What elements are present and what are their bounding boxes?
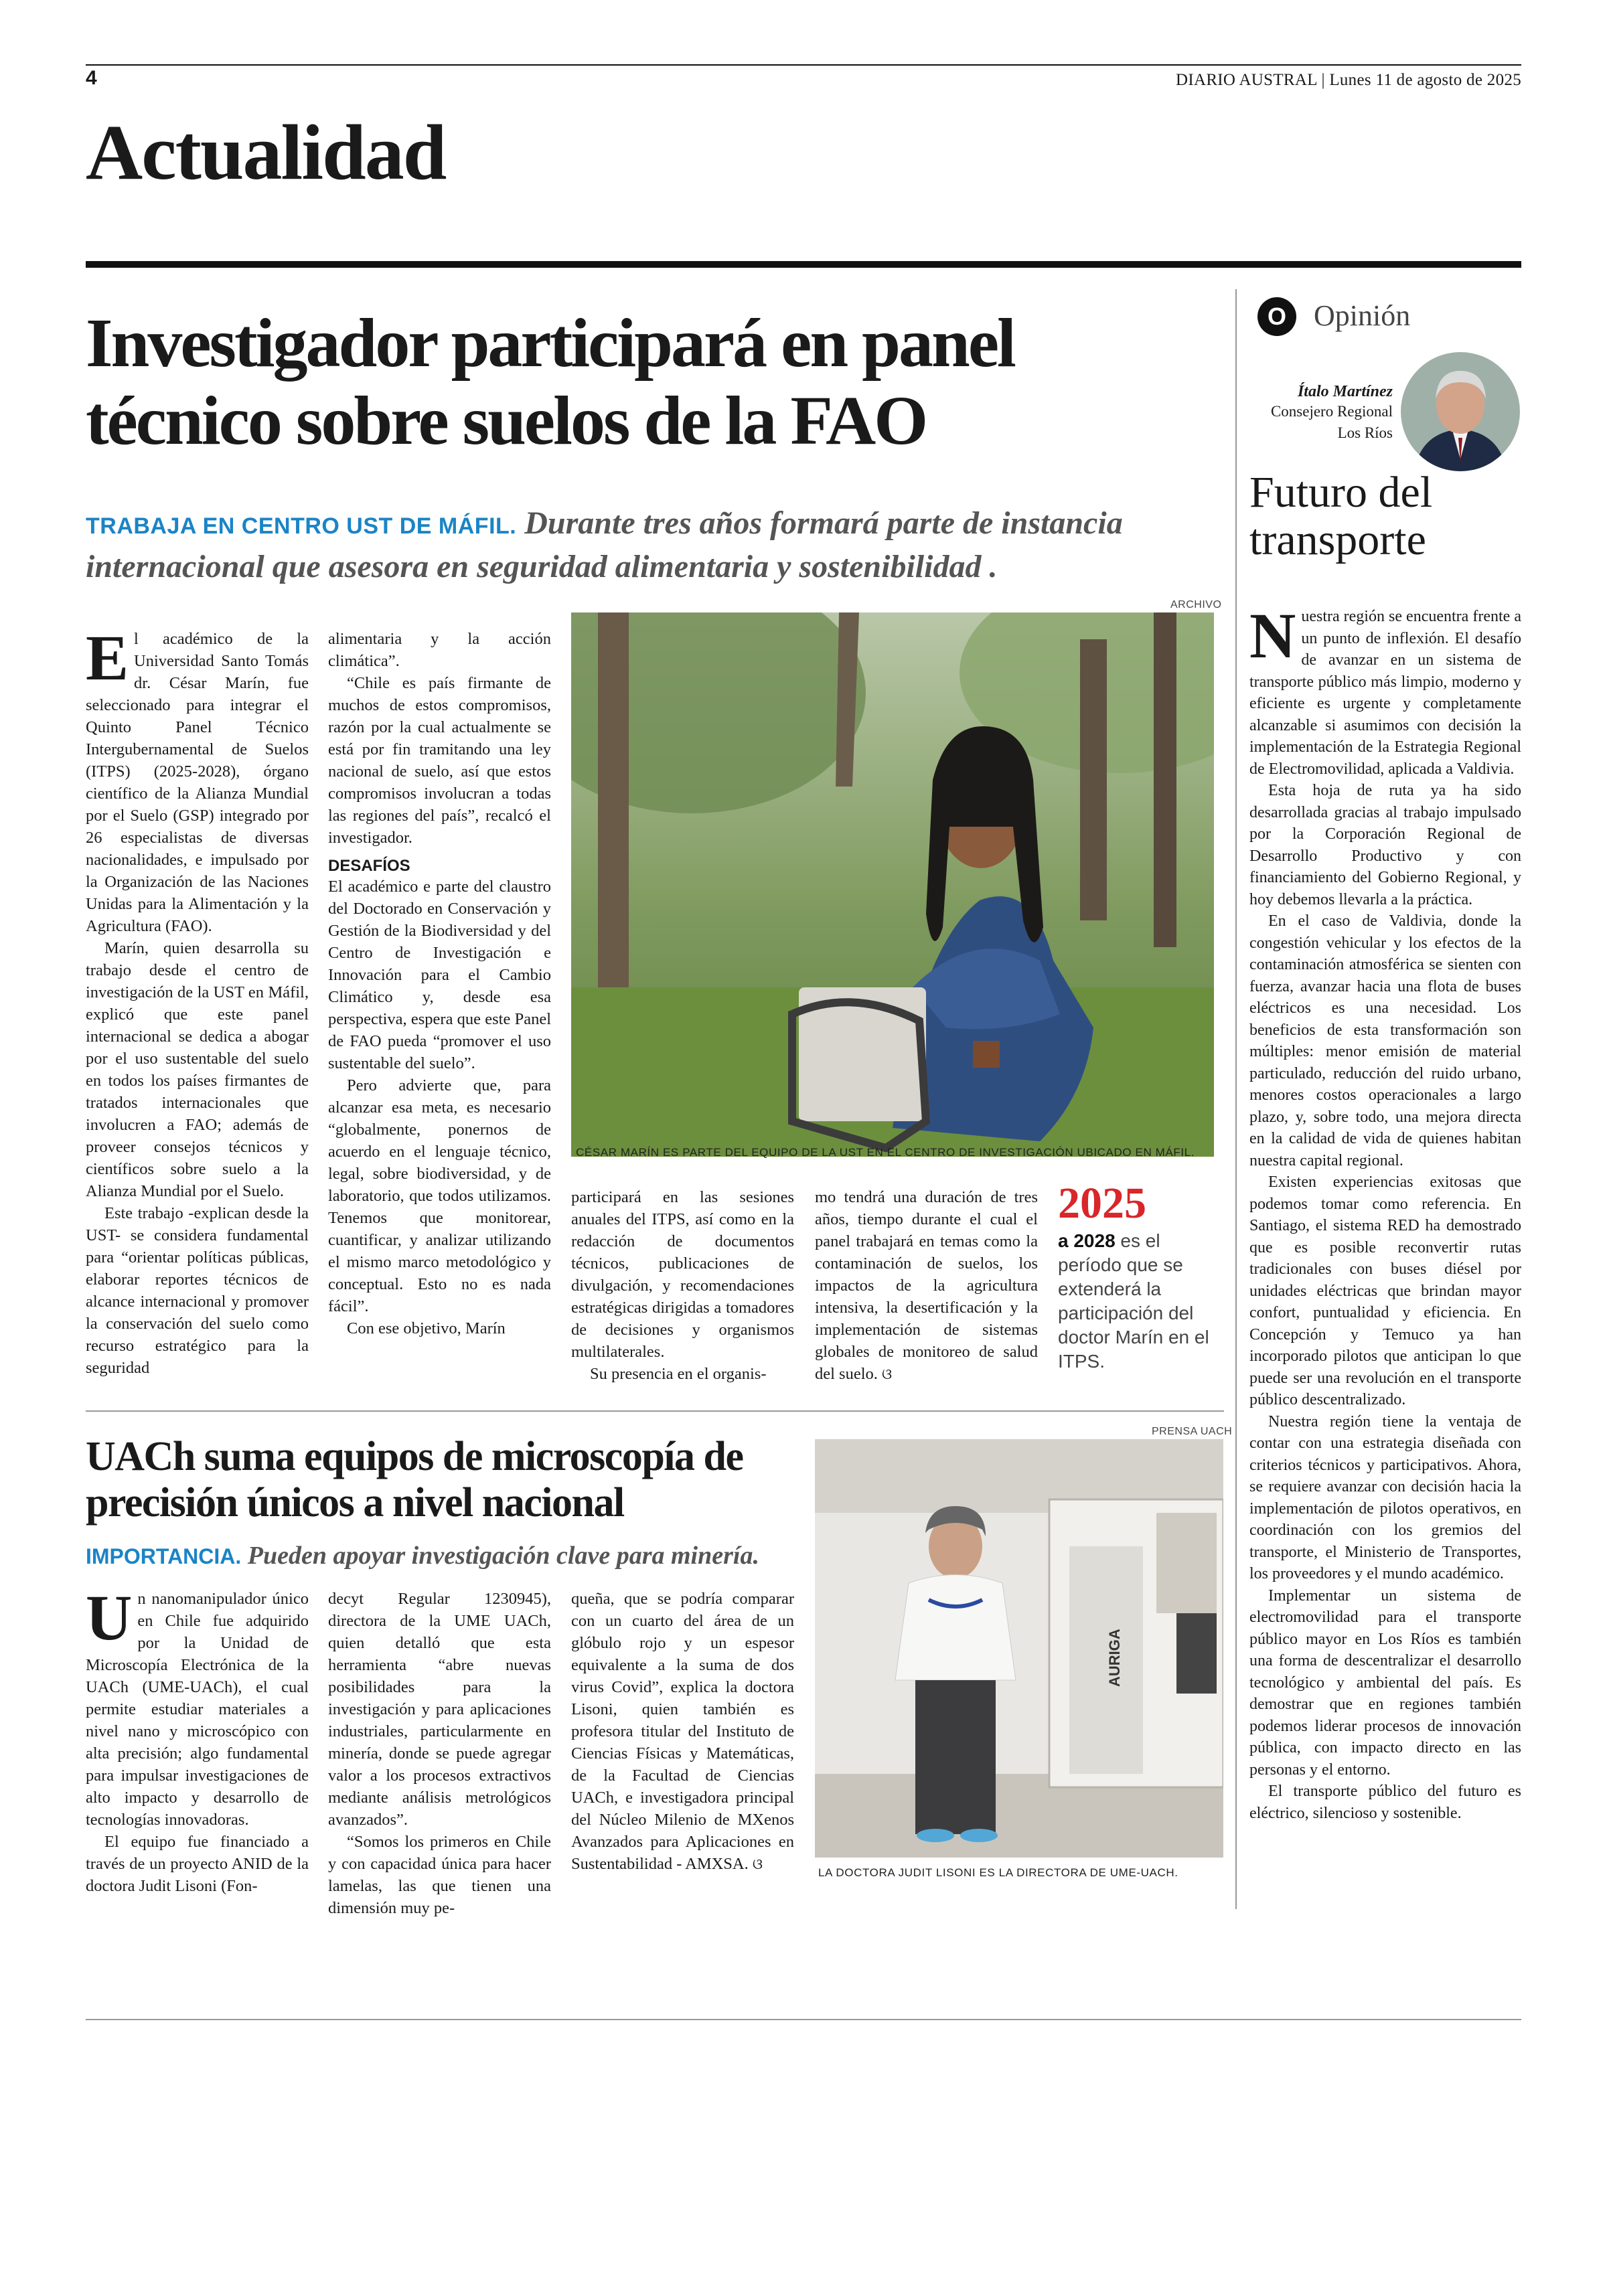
section-rule <box>86 261 1521 268</box>
author-name: Ítalo Martínez <box>1297 383 1393 400</box>
author-role-2: Los Ríos <box>1337 424 1393 441</box>
masthead: DIARIO AUSTRAL | Lunes 11 de agosto de 2025 <box>1175 71 1521 89</box>
article1-p9: participará en las sesiones anuales del ITPS, así como en la redacción de documentos técnicos, publicaciones de divulgación, y recomendaciones estratégicas dirigidas a tomadores de decisiones y organismos multilaterales. <box>571 1188 794 1361</box>
opinion-p5: Nuestra región tiene la ventaja de contar con una estrategia diseñada con criterios técnicos y participativos. Ahora, se requiere avanzar con decisión hacia la implementación de pilotos operativos, en coordinación con los gremios del transporte, el Ministerio de Transportes, los proveedores y el mundo académico. <box>1249 1412 1521 1582</box>
opinion-p6: Implementar un sistema de electromovilidad para el transporte público mayor en Los Ríos es también una forma de descentralizar el desarrollo tecnológico y ambiental del país. Es demostrar que en regiones también podemos liderar procesos de innovación pública, con impacto directo en las personas y el entorno. <box>1249 1586 1521 1779</box>
factbox-number: 2025 <box>1058 1179 1146 1228</box>
factbox-lead: a 2028 <box>1058 1230 1116 1251</box>
article1-p1: El académico de la Universidad Santo Tomás dr. César Marín, fue seleccionado para integrar el Quinto Panel Técnico Intergubernamental de Suelos (ITPS) (2025-2028), órgano científico de la Alianza Mundial por el Suelo (GSP) integrado por 26 especialistas de diversas nacionalidades, e impulsado por la Organización de las Naciones Unidas para la Alimentación y la Agricultura (FAO). <box>86 622 309 935</box>
opinion-badge: O <box>1257 297 1296 336</box>
article1-p6: El académico e parte del claustro del Doctorado en Conservación y Gestión de la Biodiversidad y del Centro de Investigación e Innovación para el Cambio Climático y, desde esa perspectiva, espera que este Panel de FAO pueda “promover el uso sustentable del suelo”. <box>328 878 551 1072</box>
end-mark-2: ଓ <box>752 1856 763 1873</box>
opinion-p1: Nuestra región se encuentra frente a un punto de inflexión. El desafío de avanzar en un sistema de transporte público más limpio, moderno y eficiente es urgente y completamente alcanzable si asumimos con decisión la implementación de la Estrategia Regional de Electromovilidad, aplicada a Valdivia. <box>1249 600 1521 778</box>
author-avatar <box>1401 352 1520 471</box>
top-rule <box>86 64 1521 66</box>
article1-col2 <box>328 628 551 1339</box>
factbox-body: es el período que se extenderá la participación del doctor Marín en el ITPS. <box>1058 1230 1209 1372</box>
opinion-p2: Esta hoja de ruta ya ha sido desarrollada gracias al trabajo impulsado por la Corporación Regional de Desarrollo Productivo y con financiamiento del Gobierno Regional, y hoy debemos llevarla a la práctica. <box>1249 782 1521 908</box>
opinion-divider <box>1235 289 1237 1909</box>
page-number: 4 <box>86 67 97 89</box>
article1-kicker-label: TRABAJA EN CENTRO UST DE MÁFIL. <box>86 513 517 539</box>
end-mark: ଓ <box>882 1366 893 1383</box>
author-portrait <box>1401 352 1520 471</box>
opinion-byline <box>1245 383 1393 444</box>
article1-p11-text: mo tendrá una duración de tres años, tiempo durante el cual el panel trabajará en temas como la contaminación de suelos, los impactos de la agricultura intensiva, la desertificación y la implementación de sistemas globales de monitoreo de salud del suelo. <box>815 1188 1038 1383</box>
article2-kicker-text: Pueden apoyar investigación clave para minería. <box>247 1542 759 1570</box>
article2-col2 <box>328 1588 551 1919</box>
article2-p5-text: queña, que se podría comparar con un cuarto del área de un glóbulo rojo y un espesor equivalente a la suma de dos virus Covid”, explica la doctora Lisoni, quien también es profesora titular del Instituto de Ciencias Físicas y Matemáticas, de la Facultad de Ciencias UACh, e investigadora principal del Núcleo Milenio de MXenos Avanzados para Aplicaciones en Sustentabilidad - AMXSA. <box>571 1590 794 1873</box>
article2-kicker <box>86 1541 836 1570</box>
article1-p8: Con ese objetivo, Marín <box>347 1319 506 1337</box>
article1-p7: Pero advierte que, para alcanzar esa meta, es necesario “globalmente, ponernos de acuerdo en el lenguaje técnico, legal, sobre biodiversidad, y de laboratorio, que todos utilizamos. Tenemos que monitorear, cuantificar, y analizar utilizando el mismo marco metodológico y conceptual. Esto no es nada fácil”. <box>328 1076 551 1315</box>
lab-image <box>815 1439 1223 1858</box>
article1-kicker <box>86 502 1217 589</box>
article2-photo <box>815 1439 1223 1858</box>
article1-col1 <box>86 622 309 1379</box>
article1-col3 <box>571 1186 794 1385</box>
opinion-label: Opinión <box>1314 299 1411 332</box>
portrait-image <box>571 612 1214 1157</box>
factbox-text <box>1058 1229 1219 1374</box>
article2-col1 <box>86 1582 309 1897</box>
article1-p11 <box>815 1186 1038 1385</box>
article1-kicker-text: Durante tres años formará parte de instancia internacional que asesora en seguridad alimentaria y sostenibilidad . <box>86 505 1123 584</box>
article2-headline: UACh suma equipos de microscopía de precisión únicos a nivel nacional <box>86 1434 743 1526</box>
opinion-title: Futuro del transporte <box>1249 468 1433 565</box>
article-divider <box>86 1410 1224 1412</box>
opinion-body <box>1249 600 1521 1824</box>
article1-headline: Investigador participará en panel técnico sobre suelos de la FAO <box>86 305 1014 460</box>
article2-p3: decyt Regular 1230945), directora de la UME UACh, quien detalló que esta herramienta “abre nuevas posibilidades para la investigación y para aplicaciones industriales, particularmente en minería, donde se puede agregar valor a los procesos extractivos mediante análisis metrológicos avanzados”. <box>328 1590 551 1829</box>
article1-photo <box>571 612 1214 1157</box>
article2-photo-caption: LA DOCTORA JUDIT LISONI ES LA DIRECTORA DE UME-UACH. <box>818 1866 1178 1879</box>
article2-col3 <box>571 1588 794 1875</box>
article2-kicker-label: IMPORTANCIA. <box>86 1544 242 1568</box>
article2-p2: El equipo fue financiado a través de un proyecto ANID de la doctora Judit Lisoni (Fon- <box>86 1833 309 1895</box>
opinion-p3: En el caso de Valdivia, donde la congestión vehicular y los efectos de la contaminación atmosférica se sienten con fuerza, avanzar hacia una flota de buses eléctricos es una necesidad. Los beneficios de esta transformación son múltiples: menor emisión de material particulado, reducción del ruido urbano, menores costos operacionales a largo plazo, y, sobre todo, una mejora directa en la calidad de vida de quienes habitan nuestra capital regional. <box>1249 912 1521 1169</box>
article1-factbox <box>1058 1178 1219 1374</box>
article2-p1: Un nanomanipulador único en Chile fue adquirido por la Unidad de Microscopía Electrónica de la UACh (UME-UACh), el cual permite estudiar materiales a nivel nano y microscópico con alta precisión; algo fundamental para impulsar investigaciones de alto impacto y desarrollo de tecnologías innovadoras. <box>86 1582 309 1829</box>
machine-label: AURIGA <box>1106 1629 1123 1687</box>
article1-photo-caption: CÉSAR MARÍN ES PARTE DEL EQUIPO DE LA UST EN EL CENTRO DE INVESTIGACIÓN UBICADO EN MÁFIL. <box>576 1146 1195 1159</box>
article2-p5 <box>571 1588 794 1875</box>
article2-p4: “Somos los primeros en Chile y con capacidad única para hacer lamelas, las que tienen una dimensión muy pe- <box>328 1833 551 1917</box>
opinion-p4: Existen experiencias exitosas que podemos tomar como referencia. En Santiago, el sistema RED ha demostrado que es posible reconvertir rutas tradicionales con buses diésel por unidades eléctricas que brindan mayor confort, puntualidad y eficiencia. En Concepción y Temuco ya han incorporado pilotos que anticipan lo que puede ser una revolución en el transporte público descentralizado. <box>1249 1173 1521 1408</box>
article1-p5: “Chile es país firmante de muchos de estos compromisos, razón por la cual actualmente se está por fin tramitando una ley nacional de suelo, así que estos compromisos involucran a todas las regiones del país”, recalcó el investigador. <box>328 674 551 847</box>
article1-p4: alimentaria y la acción climática”. <box>328 630 551 670</box>
article2-photo-credit: PRENSA UACH <box>1152 1426 1233 1437</box>
article1-col4 <box>815 1186 1038 1385</box>
article1-p10: Su presencia en el organis- <box>590 1365 767 1383</box>
issue-date: Lunes 11 de agosto de 2025 <box>1329 71 1521 89</box>
author-role-1: Consejero Regional <box>1270 403 1393 420</box>
article1-p3: Este trabajo -explican desde la UST- se considera fundamental para “orientar políticas públicas, elaborar reportes técnicos de alcance internacional y promover la conservación del suelo como recurso estratégico para la seguridad <box>86 1204 309 1377</box>
bottom-rule <box>86 2019 1521 2020</box>
publication-name: DIARIO AUSTRAL <box>1175 71 1317 89</box>
article1-subhead: DESAFÍOS <box>328 857 410 875</box>
opinion-p7: El transporte público del futuro es eléctrico, silencioso y sostenible. <box>1249 1783 1521 1822</box>
article1-photo-credit: ARCHIVO <box>1170 599 1222 610</box>
section-title: Actualidad <box>86 108 446 196</box>
article1-p2: Marín, quien desarrolla su trabajo desde el centro de investigación de la UST en Máfil, explicó que este panel internacional se dedica a abogar por el uso sustentable del suelo en todos los países firmantes de tratados internacionales que involucren a FAO; además de proveer consejos técnicos y científicos sobre suelo a la Alianza Mundial por el Suelo. <box>86 939 309 1200</box>
